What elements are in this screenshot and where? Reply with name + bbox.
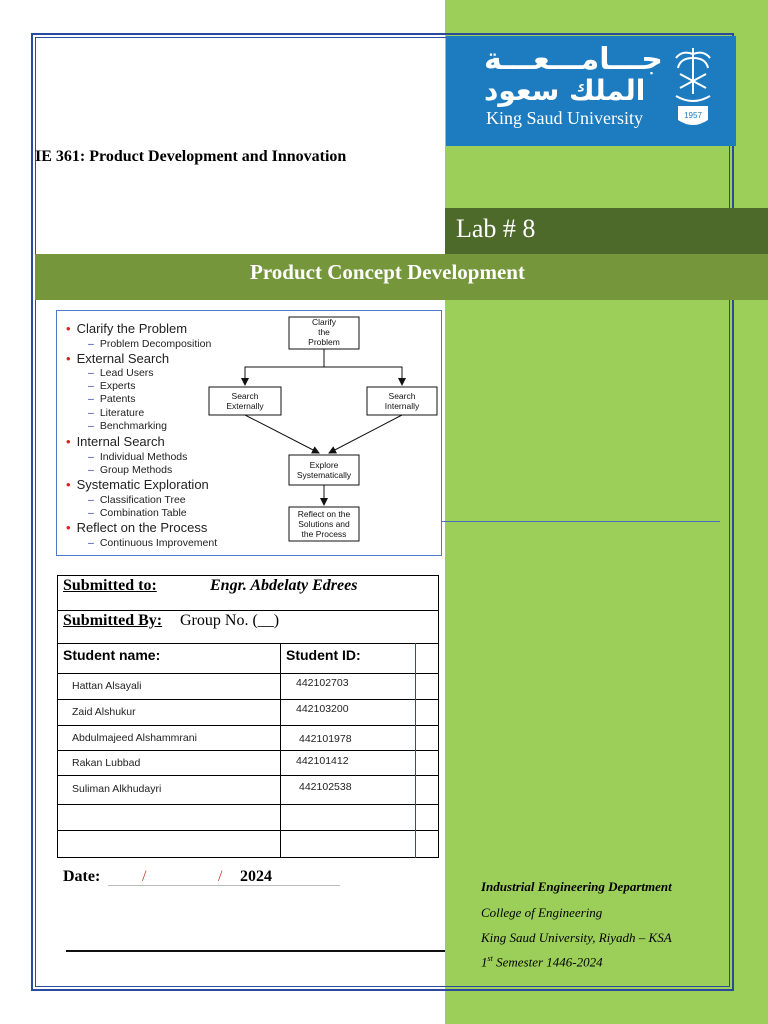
outline-text: Classification Tree [99,494,186,506]
submitted-to-value: Engr. Abdelaty Edrees [210,577,358,594]
outline-subitem [88,420,167,432]
logo-year: 1957 [684,111,702,120]
bullet-icon: • [66,434,71,449]
date-label: Date: [63,868,101,885]
semester-text: Semester 1446-2024 [492,954,603,970]
student-name-header: Student name: [63,647,161,663]
student-name: Abdulmajeed Alshammrani [72,732,197,744]
box-clarify-l2: the [318,327,330,337]
outline-item [66,434,165,449]
outline-subitem [88,338,211,350]
row-divider [58,699,438,700]
outline-text: Experts [99,380,136,392]
outline-text: Continuous Improvement [99,537,218,549]
outline-subitem [88,367,154,379]
outline-text: Problem Decomposition [99,338,212,350]
box-clarify-l3: Problem [308,337,340,347]
dash-icon: – [88,464,94,476]
bullet-icon: • [66,520,71,535]
submitted-by-label: Submitted By: [63,612,163,629]
column-divider [280,643,281,858]
student-name: Suliman Alkhudayri [72,783,162,795]
dash-icon: – [88,451,94,463]
student-id-header: Student ID: [286,647,361,663]
bullet-icon: • [66,321,71,336]
outline-subitem [88,537,217,549]
row-divider [58,830,438,831]
row-divider [58,673,438,674]
outline-subitem [88,451,187,463]
student-id: 442102703 [296,677,349,689]
semester-number: 1 [481,954,488,970]
university-location: King Saud University, Riyadh – KSA [481,930,672,945]
dash-icon: – [88,393,94,405]
date-separator: / [218,868,223,885]
outline-subitem [88,464,172,476]
column-divider [415,643,416,858]
row-divider [58,750,438,751]
outline-subitem [88,407,144,419]
box-internal-l1: Search [388,391,416,401]
dash-icon: – [88,420,94,432]
outline-text: Systematic Exploration [76,477,209,492]
semester [481,954,603,970]
outline-text: Patents [99,393,136,405]
dash-icon: – [88,407,94,419]
date-separator: / [142,868,147,885]
student-name: Hattan Alsayali [72,680,142,692]
box-reflect-l3: the Process [301,529,347,539]
student-id: 442101412 [296,755,349,767]
outline-subitem [88,494,186,506]
signature-line [66,950,445,952]
student-id: 442101978 [299,733,352,745]
department-name: Industrial Engineering Department [481,879,672,894]
outline-text: Reflect on the Process [76,520,208,535]
date-year: 2024 [240,868,272,885]
student-name: Zaid Alshukur [72,706,136,718]
row-divider [58,725,438,726]
logo-arabic-line1: جـــامـــعـــة [484,42,663,77]
student-name: Rakan Lubbad [72,757,141,769]
outline-item [66,477,209,492]
outline-text: Individual Methods [99,451,188,463]
outline-subitem [88,507,187,519]
palm-emblem-icon [668,44,718,130]
box-reflect-l2: Solutions and [298,519,350,529]
bullet-icon: • [66,477,71,492]
row-divider [58,643,438,644]
outline-text: Group Methods [99,464,173,476]
outline-item [66,520,207,535]
student-id: 442103200 [296,703,349,715]
dash-icon: – [88,537,94,549]
dash-icon: – [88,494,94,506]
logo-english-name: King Saud University [486,108,643,128]
row-divider [58,775,438,776]
submitted-to-label: Submitted to: [63,577,157,594]
box-explore-l1: Explore [309,460,339,470]
outline-text: Clarify the Problem [76,321,188,336]
dash-icon: – [88,507,94,519]
outline-text: Lead Users [99,367,154,379]
bullet-icon: • [66,351,71,366]
row-divider [58,610,438,611]
box-clarify-l1: Clarify [311,317,337,327]
box-external-l2: Externally [226,401,264,411]
outline-subitem [88,393,135,405]
outline-item [66,351,169,366]
row-divider [58,804,438,805]
outline-text: Combination Table [99,507,187,519]
course-title: IE 361: Product Development and Innovation [35,148,347,165]
outline-text: Internal Search [76,434,165,449]
outline-text: External Search [76,351,170,366]
college-name: College of Engineering [481,905,603,920]
outline-subitem [88,380,135,392]
dash-icon: – [88,367,94,379]
document-title: Product Concept Development [250,260,525,284]
box-internal-l2: Internally [384,401,420,411]
outline-text: Benchmarking [99,420,167,432]
logo-arabic-line2: الملك سعود [484,74,646,107]
box-explore-l2: Systematically [296,470,352,480]
outline-item [66,321,187,336]
lab-number: Lab # 8 [456,214,536,243]
box-external-l1: Search [231,391,259,401]
semester-suffix: st [487,954,493,963]
student-id: 442102538 [299,781,352,793]
group-number: Group No. (__) [180,612,280,629]
outline-text: Literature [99,407,145,419]
dash-icon: – [88,338,94,350]
dash-icon: – [88,380,94,392]
box-reflect-l1: Reflect on the [297,509,351,519]
